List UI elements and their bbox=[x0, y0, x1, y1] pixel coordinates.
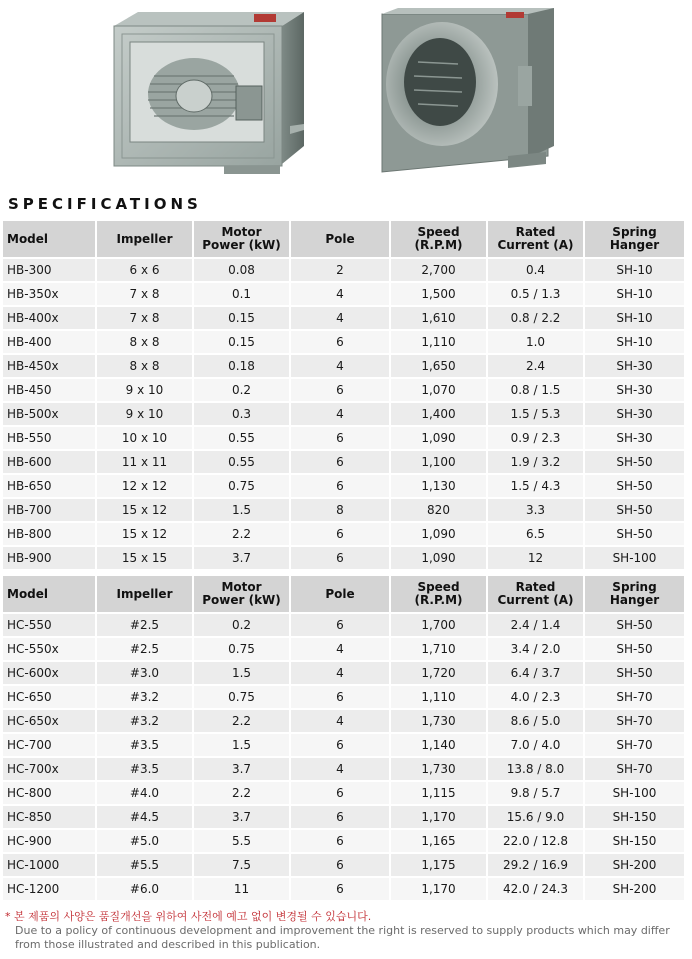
cell-motor-power: 1.5 bbox=[194, 734, 291, 758]
disclaimer-english: Due to a policy of continuous development and improvement the right is reserved to supply products which may differ from those illustrated and described in this publication. bbox=[15, 924, 670, 951]
table-row bbox=[3, 710, 686, 734]
cell-model: HC-550x bbox=[3, 638, 97, 662]
cell-spring-hanger: SH-150 bbox=[585, 806, 686, 830]
cell-model: HB-800 bbox=[3, 523, 97, 547]
table-row bbox=[3, 547, 686, 571]
cell-model: HB-650 bbox=[3, 475, 97, 499]
cell-motor-power: 0.75 bbox=[194, 475, 291, 499]
cell-model: HC-850 bbox=[3, 806, 97, 830]
cell-rated-current: 1.9 / 3.2 bbox=[488, 451, 585, 475]
cell-model: HB-450 bbox=[3, 379, 97, 403]
cell-impeller: 7 x 8 bbox=[97, 283, 194, 307]
cell-model: HC-700x bbox=[3, 758, 97, 782]
cell-rated-current: 13.8 / 8.0 bbox=[488, 758, 585, 782]
cell-model: HC-550 bbox=[3, 614, 97, 638]
cell-rated-current: 0.4 bbox=[488, 259, 585, 283]
product-photos bbox=[0, 0, 692, 190]
cell-spring-hanger: SH-100 bbox=[585, 782, 686, 806]
header-speed: Speed (R.P.M) bbox=[391, 576, 488, 614]
specifications-title: SPECIFICATIONS bbox=[8, 195, 202, 213]
cell-pole: 4 bbox=[291, 283, 391, 307]
cell-spring-hanger: SH-100 bbox=[585, 547, 686, 571]
cell-motor-power: 0.15 bbox=[194, 331, 291, 355]
cell-motor-power: 1.5 bbox=[194, 499, 291, 523]
cell-spring-hanger: SH-50 bbox=[585, 451, 686, 475]
cell-speed: 1,610 bbox=[391, 307, 488, 331]
table-row bbox=[3, 878, 686, 902]
cell-spring-hanger: SH-30 bbox=[585, 379, 686, 403]
header-pole: Pole bbox=[291, 576, 391, 614]
cell-pole: 6 bbox=[291, 427, 391, 451]
table-row bbox=[3, 758, 686, 782]
cell-impeller: 8 x 8 bbox=[97, 355, 194, 379]
cell-impeller: 9 x 10 bbox=[97, 379, 194, 403]
header-impeller: Impeller bbox=[97, 576, 194, 614]
table-row bbox=[3, 451, 686, 475]
cell-speed: 820 bbox=[391, 499, 488, 523]
cell-spring-hanger: SH-200 bbox=[585, 878, 686, 902]
cell-rated-current: 22.0 / 12.8 bbox=[488, 830, 585, 854]
cell-speed: 1,090 bbox=[391, 523, 488, 547]
cell-pole: 2 bbox=[291, 259, 391, 283]
cell-motor-power: 0.75 bbox=[194, 686, 291, 710]
table-row bbox=[3, 427, 686, 451]
header-spring-hanger: Spring Hanger bbox=[585, 221, 686, 259]
header-spring-hanger: Spring Hanger bbox=[585, 576, 686, 614]
cell-pole: 4 bbox=[291, 355, 391, 379]
cell-spring-hanger: SH-70 bbox=[585, 710, 686, 734]
cell-impeller: #3.0 bbox=[97, 662, 194, 686]
cell-impeller: 8 x 8 bbox=[97, 331, 194, 355]
cell-impeller: #3.2 bbox=[97, 686, 194, 710]
cell-speed: 1,700 bbox=[391, 614, 488, 638]
cell-motor-power: 0.2 bbox=[194, 614, 291, 638]
cell-model: HB-450x bbox=[3, 355, 97, 379]
cabinet-fan-side-photo bbox=[378, 6, 556, 178]
cell-rated-current: 12 bbox=[488, 547, 585, 571]
cell-impeller: 12 x 12 bbox=[97, 475, 194, 499]
cell-speed: 1,115 bbox=[391, 782, 488, 806]
cell-impeller: #6.0 bbox=[97, 878, 194, 902]
cell-speed: 1,720 bbox=[391, 662, 488, 686]
cell-motor-power: 3.7 bbox=[194, 806, 291, 830]
cell-spring-hanger: SH-10 bbox=[585, 259, 686, 283]
cell-spring-hanger: SH-30 bbox=[585, 427, 686, 451]
cell-pole: 4 bbox=[291, 403, 391, 427]
cell-model: HB-700 bbox=[3, 499, 97, 523]
cell-motor-power: 5.5 bbox=[194, 830, 291, 854]
cell-speed: 1,070 bbox=[391, 379, 488, 403]
cell-motor-power: 0.15 bbox=[194, 307, 291, 331]
cell-motor-power: 2.2 bbox=[194, 710, 291, 734]
table-row bbox=[3, 379, 686, 403]
cell-impeller: 15 x 15 bbox=[97, 547, 194, 571]
cell-motor-power: 3.7 bbox=[194, 758, 291, 782]
cell-pole: 6 bbox=[291, 806, 391, 830]
cell-rated-current: 6.5 bbox=[488, 523, 585, 547]
cell-motor-power: 0.18 bbox=[194, 355, 291, 379]
cell-speed: 1,090 bbox=[391, 547, 488, 571]
cell-spring-hanger: SH-70 bbox=[585, 758, 686, 782]
cell-speed: 1,100 bbox=[391, 451, 488, 475]
cell-impeller: #4.5 bbox=[97, 806, 194, 830]
cell-speed: 1,090 bbox=[391, 427, 488, 451]
cell-impeller: 9 x 10 bbox=[97, 403, 194, 427]
cell-rated-current: 15.6 / 9.0 bbox=[488, 806, 585, 830]
cell-speed: 1,500 bbox=[391, 283, 488, 307]
cell-speed: 1,130 bbox=[391, 475, 488, 499]
cell-pole: 6 bbox=[291, 854, 391, 878]
cell-motor-power: 0.55 bbox=[194, 451, 291, 475]
cell-pole: 6 bbox=[291, 547, 391, 571]
cell-rated-current: 6.4 / 3.7 bbox=[488, 662, 585, 686]
cell-rated-current: 2.4 bbox=[488, 355, 585, 379]
cell-model: HC-800 bbox=[3, 782, 97, 806]
cell-motor-power: 11 bbox=[194, 878, 291, 902]
cell-speed: 1,400 bbox=[391, 403, 488, 427]
cell-spring-hanger: SH-30 bbox=[585, 355, 686, 379]
cell-speed: 1,165 bbox=[391, 830, 488, 854]
cell-pole: 6 bbox=[291, 379, 391, 403]
cell-pole: 6 bbox=[291, 523, 391, 547]
cell-pole: 6 bbox=[291, 451, 391, 475]
cell-rated-current: 3.4 / 2.0 bbox=[488, 638, 585, 662]
cell-rated-current: 0.9 / 2.3 bbox=[488, 427, 585, 451]
table-header-row bbox=[3, 576, 686, 614]
cell-rated-current: 29.2 / 16.9 bbox=[488, 854, 585, 878]
cell-spring-hanger: SH-70 bbox=[585, 734, 686, 758]
cell-pole: 4 bbox=[291, 758, 391, 782]
cell-rated-current: 7.0 / 4.0 bbox=[488, 734, 585, 758]
table-row bbox=[3, 614, 686, 638]
cell-speed: 1,730 bbox=[391, 758, 488, 782]
disclaimer-note bbox=[5, 910, 685, 952]
cell-rated-current: 1.0 bbox=[488, 331, 585, 355]
table-row bbox=[3, 638, 686, 662]
disclaimer-korean: * 본 제품의 사양은 품질개선을 위하여 사전에 예고 없이 변경될 수 있습니다. bbox=[5, 910, 372, 923]
cell-impeller: #4.0 bbox=[97, 782, 194, 806]
cell-rated-current: 0.8 / 2.2 bbox=[488, 307, 585, 331]
cell-rated-current: 3.3 bbox=[488, 499, 585, 523]
cabinet-fan-front-photo bbox=[104, 6, 310, 182]
cell-rated-current: 0.5 / 1.3 bbox=[488, 283, 585, 307]
cell-spring-hanger: SH-50 bbox=[585, 638, 686, 662]
cell-model: HB-400x bbox=[3, 307, 97, 331]
table-row bbox=[3, 686, 686, 710]
cell-rated-current: 0.8 / 1.5 bbox=[488, 379, 585, 403]
cell-rated-current: 8.6 / 5.0 bbox=[488, 710, 585, 734]
cell-motor-power: 3.7 bbox=[194, 547, 291, 571]
cell-spring-hanger: SH-200 bbox=[585, 854, 686, 878]
cell-model: HB-350x bbox=[3, 283, 97, 307]
cell-rated-current: 1.5 / 4.3 bbox=[488, 475, 585, 499]
cell-pole: 4 bbox=[291, 638, 391, 662]
cell-rated-current: 4.0 / 2.3 bbox=[488, 686, 585, 710]
cell-pole: 4 bbox=[291, 662, 391, 686]
cell-spring-hanger: SH-10 bbox=[585, 283, 686, 307]
cell-spring-hanger: SH-10 bbox=[585, 331, 686, 355]
header-speed: Speed (R.P.M) bbox=[391, 221, 488, 259]
cell-model: HC-700 bbox=[3, 734, 97, 758]
cell-spring-hanger: SH-50 bbox=[585, 614, 686, 638]
cell-model: HB-900 bbox=[3, 547, 97, 571]
cell-pole: 6 bbox=[291, 686, 391, 710]
cell-pole: 6 bbox=[291, 734, 391, 758]
header-pole: Pole bbox=[291, 221, 391, 259]
cell-spring-hanger: SH-70 bbox=[585, 686, 686, 710]
table-row bbox=[3, 854, 686, 878]
header-rated-current: Rated Current (A) bbox=[488, 576, 585, 614]
cell-motor-power: 2.2 bbox=[194, 782, 291, 806]
cell-pole: 4 bbox=[291, 710, 391, 734]
cell-impeller: #3.5 bbox=[97, 758, 194, 782]
cell-motor-power: 0.1 bbox=[194, 283, 291, 307]
hb-series-spec-table bbox=[3, 221, 686, 571]
cell-model: HC-650x bbox=[3, 710, 97, 734]
cell-impeller: 15 x 12 bbox=[97, 499, 194, 523]
table-row bbox=[3, 403, 686, 427]
cell-motor-power: 1.5 bbox=[194, 662, 291, 686]
cell-model: HB-550 bbox=[3, 427, 97, 451]
cell-motor-power: 0.75 bbox=[194, 638, 291, 662]
cell-speed: 1,110 bbox=[391, 331, 488, 355]
cell-motor-power: 0.2 bbox=[194, 379, 291, 403]
cell-impeller: #5.5 bbox=[97, 854, 194, 878]
cell-model: HB-600 bbox=[3, 451, 97, 475]
cell-impeller: #2.5 bbox=[97, 614, 194, 638]
cell-pole: 6 bbox=[291, 830, 391, 854]
header-motor-power: Motor Power (kW) bbox=[194, 576, 291, 614]
cell-impeller: #5.0 bbox=[97, 830, 194, 854]
cell-motor-power: 2.2 bbox=[194, 523, 291, 547]
table-row bbox=[3, 734, 686, 758]
cell-model: HC-600x bbox=[3, 662, 97, 686]
table-row bbox=[3, 355, 686, 379]
cell-speed: 1,110 bbox=[391, 686, 488, 710]
cell-motor-power: 0.08 bbox=[194, 259, 291, 283]
table-row bbox=[3, 283, 686, 307]
cell-speed: 1,175 bbox=[391, 854, 488, 878]
table-row bbox=[3, 662, 686, 686]
cell-speed: 1,170 bbox=[391, 878, 488, 902]
cell-model: HB-500x bbox=[3, 403, 97, 427]
cell-speed: 1,140 bbox=[391, 734, 488, 758]
cell-model: HC-1200 bbox=[3, 878, 97, 902]
cell-pole: 6 bbox=[291, 331, 391, 355]
cell-pole: 6 bbox=[291, 475, 391, 499]
cell-pole: 6 bbox=[291, 878, 391, 902]
table-row bbox=[3, 331, 686, 355]
cell-spring-hanger: SH-50 bbox=[585, 499, 686, 523]
cell-speed: 1,730 bbox=[391, 710, 488, 734]
table-row bbox=[3, 782, 686, 806]
cell-impeller: 11 x 11 bbox=[97, 451, 194, 475]
cell-motor-power: 0.3 bbox=[194, 403, 291, 427]
cell-pole: 4 bbox=[291, 307, 391, 331]
table-row bbox=[3, 806, 686, 830]
table-row bbox=[3, 523, 686, 547]
table-row bbox=[3, 259, 686, 283]
cell-impeller: 15 x 12 bbox=[97, 523, 194, 547]
header-model: Model bbox=[3, 576, 97, 614]
cell-impeller: 7 x 8 bbox=[97, 307, 194, 331]
table-row bbox=[3, 307, 686, 331]
cell-pole: 8 bbox=[291, 499, 391, 523]
cell-model: HC-650 bbox=[3, 686, 97, 710]
cell-impeller: #3.5 bbox=[97, 734, 194, 758]
cell-spring-hanger: SH-50 bbox=[585, 475, 686, 499]
cell-pole: 6 bbox=[291, 614, 391, 638]
cell-spring-hanger: SH-10 bbox=[585, 307, 686, 331]
cell-rated-current: 42.0 / 24.3 bbox=[488, 878, 585, 902]
cell-impeller: 10 x 10 bbox=[97, 427, 194, 451]
cell-motor-power: 7.5 bbox=[194, 854, 291, 878]
cell-spring-hanger: SH-50 bbox=[585, 662, 686, 686]
cell-rated-current: 9.8 / 5.7 bbox=[488, 782, 585, 806]
cell-pole: 6 bbox=[291, 782, 391, 806]
cell-impeller: 6 x 6 bbox=[97, 259, 194, 283]
header-motor-power: Motor Power (kW) bbox=[194, 221, 291, 259]
table-header-row bbox=[3, 221, 686, 259]
cell-speed: 1,650 bbox=[391, 355, 488, 379]
cell-motor-power: 0.55 bbox=[194, 427, 291, 451]
header-rated-current: Rated Current (A) bbox=[488, 221, 585, 259]
cell-model: HB-300 bbox=[3, 259, 97, 283]
cell-impeller: #3.2 bbox=[97, 710, 194, 734]
cell-speed: 1,710 bbox=[391, 638, 488, 662]
cell-model: HC-1000 bbox=[3, 854, 97, 878]
cell-model: HC-900 bbox=[3, 830, 97, 854]
cell-model: HB-400 bbox=[3, 331, 97, 355]
cell-spring-hanger: SH-150 bbox=[585, 830, 686, 854]
table-row bbox=[3, 499, 686, 523]
cell-speed: 1,170 bbox=[391, 806, 488, 830]
table-row bbox=[3, 475, 686, 499]
cell-impeller: #2.5 bbox=[97, 638, 194, 662]
cell-rated-current: 2.4 / 1.4 bbox=[488, 614, 585, 638]
header-impeller: Impeller bbox=[97, 221, 194, 259]
cell-rated-current: 1.5 / 5.3 bbox=[488, 403, 585, 427]
cell-spring-hanger: SH-50 bbox=[585, 523, 686, 547]
table-row bbox=[3, 830, 686, 854]
cell-spring-hanger: SH-30 bbox=[585, 403, 686, 427]
hc-series-spec-table bbox=[3, 576, 686, 902]
header-model: Model bbox=[3, 221, 97, 259]
cell-speed: 2,700 bbox=[391, 259, 488, 283]
